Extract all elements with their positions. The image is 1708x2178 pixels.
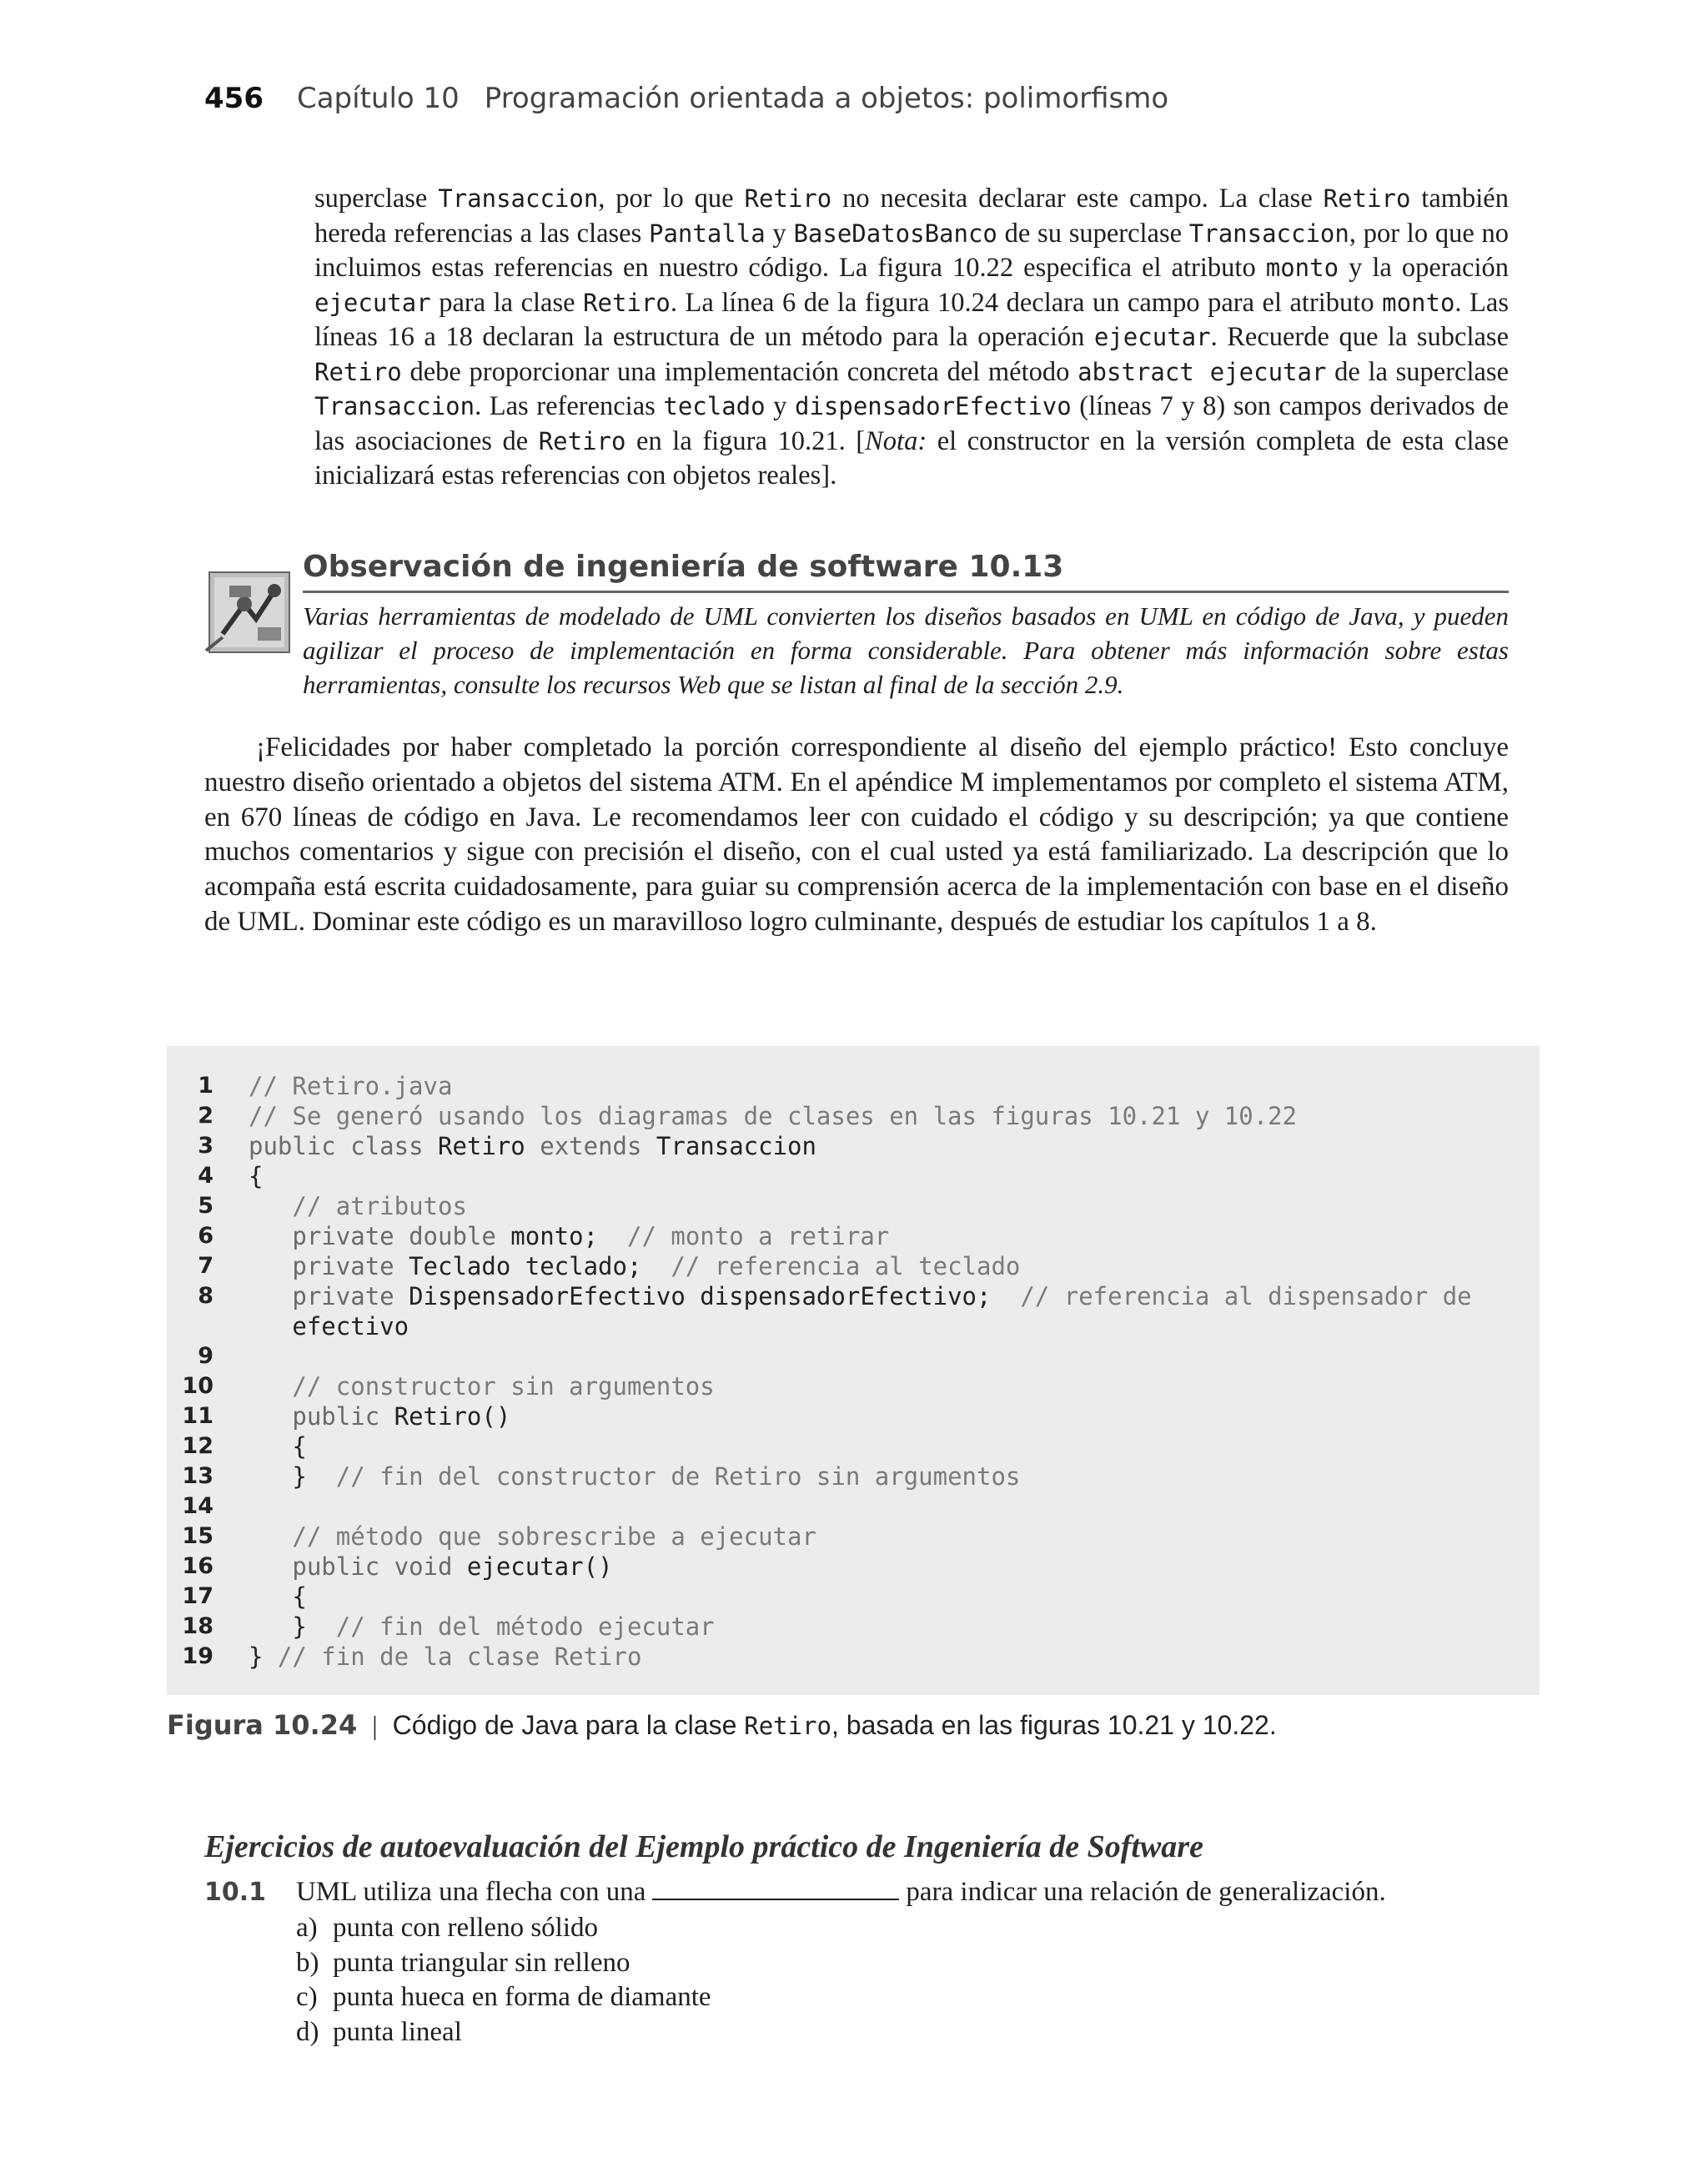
code-line <box>167 1612 1540 1642</box>
caption-text: Código de Java para la clase <box>392 1710 745 1740</box>
code-listing <box>167 1046 1540 1695</box>
inline-code: Transaccion <box>438 184 599 213</box>
code-text: { <box>249 1432 307 1461</box>
line-number: 6 <box>198 1223 214 1249</box>
option-item <box>296 1980 711 2015</box>
code-text: } // fin de la clase Retiro <box>249 1642 642 1671</box>
code-text: // método que sobrescribe a ejecutar <box>292 1522 816 1551</box>
question-text: UML utiliza una flecha con una <box>296 1877 646 1907</box>
intro-text: . La línea 6 de la figura 10.24 declara un campo para el atributo <box>670 287 1383 318</box>
code-line <box>167 1522 1540 1552</box>
option-item <box>296 1946 711 1981</box>
line-number: 10 <box>182 1373 214 1399</box>
code-line <box>167 1221 1540 1251</box>
intro-text: y <box>765 391 795 421</box>
caption-code: Retiro <box>744 1712 832 1740</box>
inline-code: Transaccion <box>1188 219 1349 248</box>
caption-text: , basada en las figuras 10.21 y 10.22. <box>831 1710 1277 1740</box>
code-text: public void ejecutar() <box>292 1552 613 1581</box>
exercise-number: 10.1 <box>204 1878 267 1907</box>
intro-text: de la superclase <box>1326 356 1510 387</box>
intro-text: no necesita declarar este campo. La clase <box>831 184 1324 214</box>
intro-text: . Las referencias <box>475 391 664 421</box>
exercises-title: Ejercicios de autoevaluación del Ejemplo práctico de Ingeniería de Software <box>204 1829 1203 1864</box>
line-number <box>167 1311 214 1341</box>
code-line <box>167 1461 1540 1491</box>
line-number: 11 <box>182 1403 214 1429</box>
code-line <box>167 1401 1540 1431</box>
line-number: 7 <box>198 1253 214 1279</box>
line-number: 5 <box>198 1193 214 1219</box>
line-number: 8 <box>198 1283 214 1309</box>
inline-code: Retiro <box>744 184 832 213</box>
intro-text: superclase <box>314 184 439 214</box>
intro-text: en la figura 10.21. [ <box>625 425 866 456</box>
body-paragraph: ¡Felicidades por haber completado la porción correspondiente al diseño del ejemplo práctico! Esto concluye nuestro diseño orientado a objetos del sistema ATM. En el apéndice M implementamos por completo el sistema ATM, en 670 líneas de código en Java. Le recomendamos leer con cuidado el código y su descripción; ya que contiene muchos comentarios y sigue con precisión el diseño, con el cual usted ya está familiarizado. La descripción que lo acompaña está escrita cuidadosamente, para guiar su comprensión acerca de la implementación con base en el diseño de UML. Dominar este código es un maravilloso logro culminante, después de estudiar los capítulos 1 a 8. <box>204 732 1509 937</box>
inline-code: ejecutar <box>1093 323 1211 351</box>
inline-code: Retiro <box>314 357 402 386</box>
code-text: // constructor sin argumentos <box>292 1372 715 1401</box>
exercise-question <box>204 1874 1539 1911</box>
chapter-label: Capítulo 10 <box>296 82 460 115</box>
intro-text: , por lo que no incluimos estas referencias en nuestro código. La figura 10.22 especifica el atributo <box>314 218 1510 283</box>
answer-blank <box>652 1874 899 1900</box>
code-line <box>167 1341 1540 1371</box>
option-text: punta hueca en forma de diamante <box>333 1982 711 2012</box>
code-text: { <box>249 1162 264 1190</box>
code-text: efectivo <box>249 1312 409 1341</box>
code-lines <box>167 1071 1540 1672</box>
inline-code: abstract ejecutar <box>1078 357 1327 386</box>
line-number: 3 <box>198 1133 214 1159</box>
line-number: 18 <box>182 1613 214 1639</box>
line-number: 1 <box>198 1073 214 1099</box>
line-number: 9 <box>198 1343 214 1369</box>
code-line <box>167 1431 1540 1461</box>
line-number: 14 <box>182 1493 214 1519</box>
inline-code: Retiro <box>538 426 626 455</box>
code-line <box>167 1101 1540 1131</box>
code-line <box>167 1071 1540 1101</box>
intro-text: para la clase <box>430 287 584 318</box>
inline-code: Retiro <box>583 288 671 317</box>
code-line <box>167 1642 1540 1672</box>
line-number: 19 <box>182 1643 214 1669</box>
code-line <box>167 1161 1540 1191</box>
running-header <box>204 80 1168 118</box>
option-item <box>296 1911 711 1946</box>
intro-text: debe proporcionar una implementación concreta del método <box>401 356 1078 387</box>
chapter-title: Programación orientada a objetos: polimorfismo <box>484 82 1169 115</box>
option-letter: c) <box>296 1982 318 2012</box>
intro-text: de su superclase <box>997 218 1189 249</box>
line-number: 4 <box>198 1163 214 1189</box>
inline-code: monto <box>1265 254 1339 282</box>
inline-code: monto <box>1382 288 1455 317</box>
line-number: 12 <box>182 1433 214 1459</box>
code-text: public Retiro() <box>292 1402 511 1431</box>
intro-text: . Las líneas 16 a 18 declaran la estructura de un método para la operación <box>314 287 1509 352</box>
code-line <box>167 1131 1540 1161</box>
code-line <box>167 1191 1540 1221</box>
code-line <box>167 1311 1540 1341</box>
code-text: { <box>249 1582 307 1611</box>
intro-text: . Recuerde que la subclase <box>1210 322 1509 352</box>
code-text: } // fin del método ejecutar <box>249 1612 715 1641</box>
inline-code: dispensadorEfectivo <box>795 392 1072 420</box>
option-letter: a) <box>296 1913 318 1943</box>
observation-title: Observación de ingeniería de software 10.13 <box>303 544 1509 593</box>
inline-code: Retiro <box>1323 184 1411 213</box>
intro-text: y la operación <box>1339 253 1509 283</box>
note-label: Nota: <box>865 425 927 456</box>
inline-code: ejecutar <box>314 288 431 317</box>
line-number: 17 <box>182 1583 214 1609</box>
code-text: private DispensadorEfectivo dispensadorEfectivo; // referencia al dispensador de <box>292 1282 1472 1310</box>
option-item <box>296 2015 711 2050</box>
code-line <box>167 1251 1540 1281</box>
intro-paragraph <box>314 182 1509 494</box>
code-line <box>167 1552 1540 1582</box>
software-engineering-icon <box>204 561 303 659</box>
option-letter: d) <box>296 2016 319 2047</box>
code-line <box>167 1491 1540 1522</box>
observation-body: Varias herramientas de modelado de UML convierten los diseños basados en UML en código de Java, y pueden agilizar el proceso de implementación en forma considerable. Para obtener más información sobre estas herramientas, consulte los recursos Web que se listan al final de la sección 2.9. <box>303 601 1509 699</box>
figure-label: Figura 10.24 <box>167 1709 358 1741</box>
code-text: public class Retiro extends Transaccion <box>249 1132 816 1160</box>
inline-code: teclado <box>663 392 766 420</box>
code-text: // Retiro.java <box>249 1072 453 1100</box>
intro-text: el constructor en la versión completa de esta clase inicializará estas referencias con objetos reales]. <box>314 425 1509 490</box>
line-number: 16 <box>182 1553 214 1579</box>
figure-caption <box>167 1707 1277 1744</box>
intro-text: , por lo que <box>598 184 745 214</box>
code-text: private double monto; // monto a retirar <box>292 1222 890 1250</box>
question-text: para indicar una relación de generalización. <box>906 1877 1386 1907</box>
code-line <box>167 1281 1540 1311</box>
inline-code: Pantalla <box>649 219 766 248</box>
inline-code: BaseDatosBanco <box>793 219 997 248</box>
code-line <box>167 1582 1540 1612</box>
inline-code: Transaccion <box>314 392 475 420</box>
code-text: } // fin del constructor de Retiro sin argumentos <box>249 1462 1021 1491</box>
code-text: // atributos <box>292 1192 467 1220</box>
option-text: punta triangular sin relleno <box>333 1947 630 1978</box>
option-text: punta lineal <box>333 2016 462 2047</box>
intro-text: (líneas 7 y 8) son campos derivados de las asociaciones de <box>314 391 1510 456</box>
line-number: 15 <box>182 1523 214 1549</box>
option-letter: b) <box>296 1947 319 1978</box>
answer-options <box>296 1911 711 2050</box>
page-number: 456 <box>204 82 264 115</box>
code-text: // Se generó usando los diagramas de clases en las figuras 10.21 y 10.22 <box>249 1102 1298 1130</box>
intro-text: también hereda referencias a las clases <box>314 184 1509 249</box>
line-number: 13 <box>182 1463 214 1489</box>
caption-separator: | <box>372 1710 378 1740</box>
option-text: punta con relleno sólido <box>333 1913 599 1943</box>
code-text: private Teclado teclado; // referencia al teclado <box>292 1252 1021 1280</box>
software-engineering-observation <box>204 544 1509 711</box>
line-number: 2 <box>198 1103 214 1129</box>
code-line <box>167 1371 1540 1401</box>
intro-text: y <box>765 218 794 249</box>
